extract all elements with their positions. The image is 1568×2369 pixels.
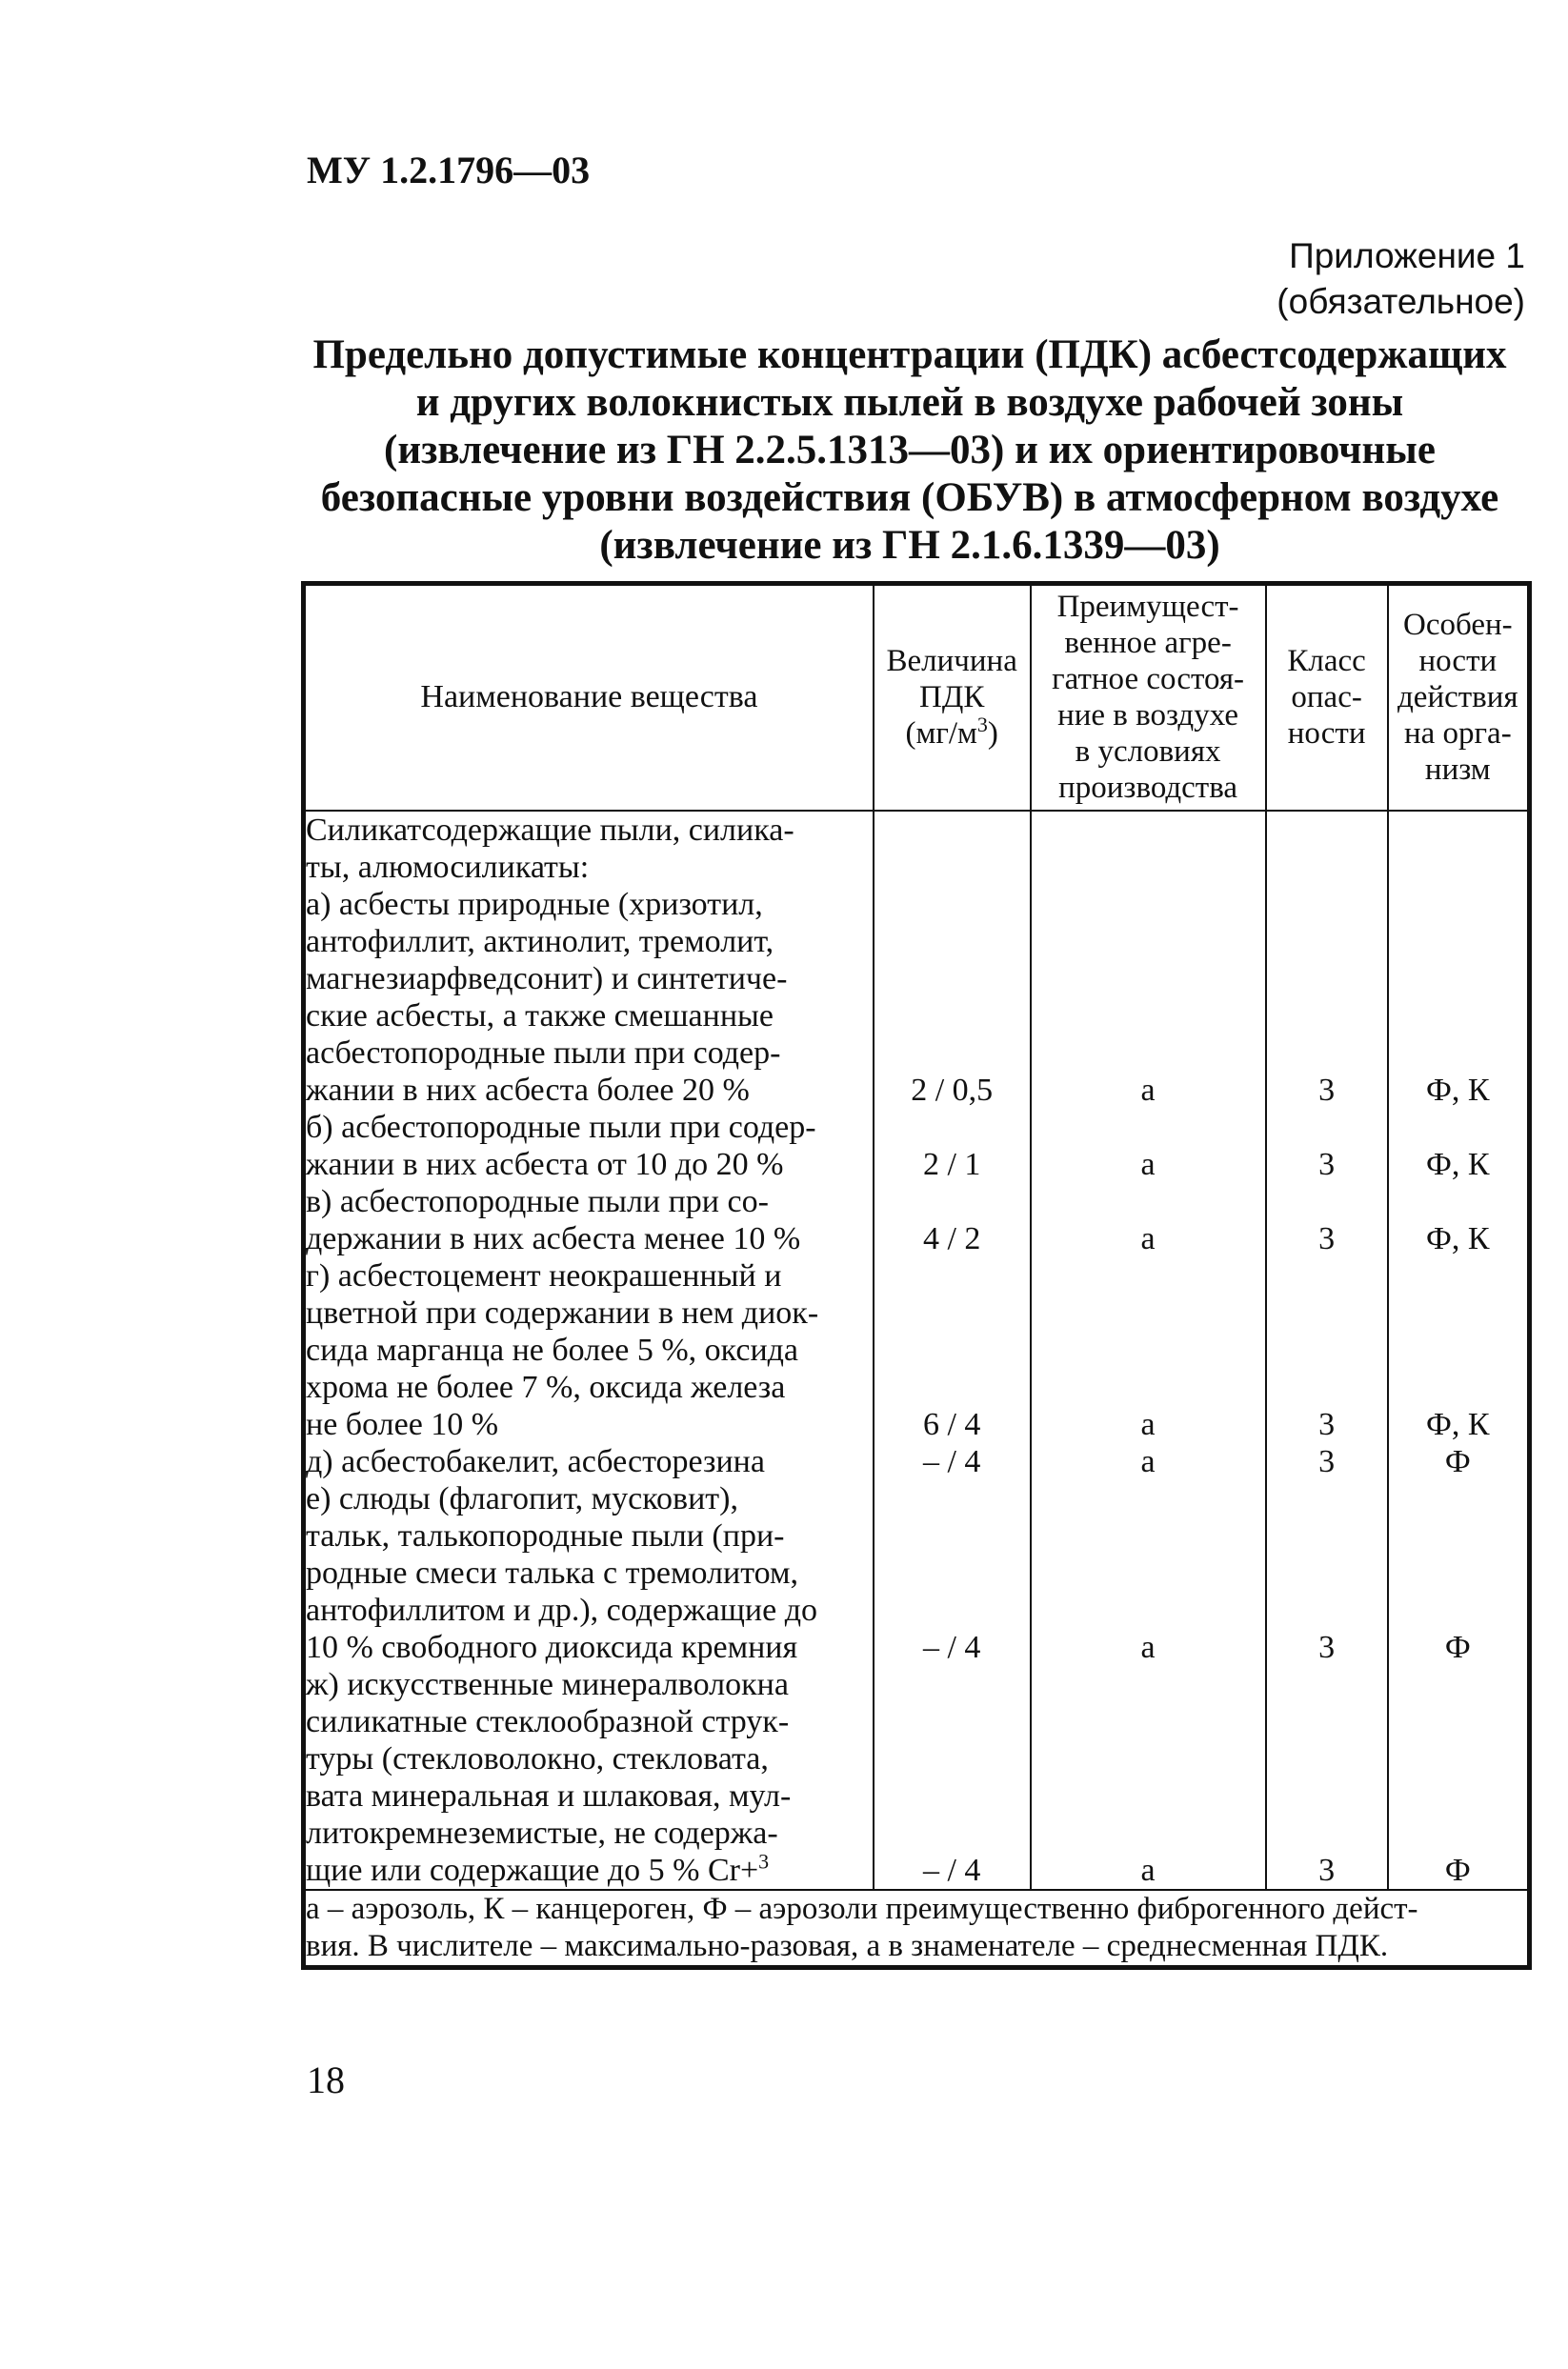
empty-line — [1267, 849, 1387, 886]
empty-line — [1032, 923, 1265, 960]
title-line: Предельно допустимые концентрации (ПДК) асбестсодержащих — [312, 332, 1507, 377]
empty-line — [1389, 1703, 1527, 1740]
pdk-value: 6 / 4 — [922, 1406, 981, 1442]
effect-feature: Ф — [1444, 1443, 1471, 1479]
empty-line — [874, 886, 1030, 923]
header-state-line: гатное состоя- — [1052, 662, 1244, 697]
empty-line — [1032, 1517, 1265, 1555]
empty-line — [1032, 960, 1265, 997]
title-line: безопасные уровни воздействия (ОБУВ) в атмосферном воздухе — [320, 475, 1499, 520]
hazard-class-cell — [1266, 811, 1388, 1890]
empty-line — [874, 1592, 1030, 1629]
empty-line — [874, 1555, 1030, 1592]
substance-name-line: вата минеральная и шлаковая, мул- — [306, 1777, 792, 1814]
substance-name-line: силикатные стеклообразной струк- — [306, 1703, 790, 1739]
empty-line — [1032, 997, 1265, 1034]
aggregate-state: а — [1140, 1629, 1156, 1665]
substance-name-line: а) асбесты природные (хризотил, — [306, 886, 763, 922]
empty-line — [874, 997, 1030, 1034]
pdk-value: 4 / 2 — [922, 1220, 981, 1256]
header-state-line: ние в воздухе — [1057, 698, 1239, 733]
substance-name-line: магнезиарфведсонит) и синтетиче- — [306, 960, 788, 996]
empty-line — [1032, 1703, 1265, 1740]
header-state-line: Преимущест- — [1056, 590, 1239, 625]
empty-line — [874, 1257, 1030, 1295]
empty-line — [1032, 1034, 1265, 1072]
empty-line — [1389, 1517, 1527, 1555]
substance-name-line: сида марганца не более 5 %, оксида — [306, 1332, 799, 1368]
empty-line — [1389, 1777, 1527, 1815]
aggregate-state: а — [1140, 1443, 1156, 1479]
empty-line — [1032, 886, 1265, 923]
appendix-number: Приложение 1 — [1289, 236, 1525, 275]
aggregate-state: а — [1140, 1852, 1156, 1888]
header-pdk-value — [874, 584, 1031, 811]
substance-name-line: д) асбестобакелит, асбесторезина — [306, 1443, 765, 1479]
hazard-class: 3 — [1318, 1406, 1336, 1442]
aggregate-state: а — [1140, 1220, 1156, 1256]
hazard-class: 3 — [1318, 1220, 1336, 1256]
empty-line — [1267, 1777, 1387, 1815]
empty-line — [1032, 1257, 1265, 1295]
empty-line — [874, 1740, 1030, 1777]
effect-feature: Ф — [1444, 1852, 1471, 1888]
empty-line — [1267, 1517, 1387, 1555]
header-state-line: венное агре- — [1064, 626, 1232, 661]
valence-superscript: 3 — [758, 1849, 770, 1874]
substance-name-line: жании в них асбеста от 10 до 20 % — [306, 1146, 784, 1182]
substance-name-line: б) асбестопородные пыли при содер- — [306, 1109, 816, 1145]
header-state-line: в условиях — [1075, 734, 1221, 770]
effect-feature: Ф, К — [1426, 1072, 1490, 1108]
appendix-status: (обязательное) — [1277, 282, 1525, 321]
empty-line — [1032, 1777, 1265, 1815]
substance-name-line: асбестопородные пыли при содер- — [306, 1034, 781, 1071]
substance-name-line: антофиллит, актинолит, тремолит, — [306, 923, 774, 959]
empty-line — [874, 1332, 1030, 1369]
empty-line — [1267, 1109, 1387, 1146]
empty-line — [1267, 960, 1387, 997]
substance-name-text: щие или содержащие до 5 % Cr+ — [306, 1852, 759, 1888]
hazard-class: 3 — [1318, 1629, 1336, 1665]
empty-line — [874, 1295, 1030, 1332]
empty-line — [1389, 1815, 1527, 1852]
substance-name-line: литокремнеземистые, не содержа- — [306, 1815, 778, 1851]
empty-line — [1032, 812, 1265, 849]
substance-name-line: Силикатсодержащие пыли, силика- — [306, 812, 794, 848]
empty-line — [874, 923, 1030, 960]
empty-line — [1267, 1703, 1387, 1740]
substance-name-line: в) асбестопородные пыли при со- — [306, 1183, 769, 1219]
empty-line — [1032, 1183, 1265, 1220]
hazard-class: 3 — [1318, 1146, 1336, 1182]
hazard-class: 3 — [1318, 1443, 1336, 1479]
header-effect-features — [1388, 584, 1530, 811]
substance-name-line: держании в них асбеста менее 10 % — [306, 1220, 801, 1256]
substance-name-line: г) асбестоцемент неокрашенный и — [306, 1257, 782, 1294]
empty-line — [1032, 1592, 1265, 1629]
empty-line — [1267, 1034, 1387, 1072]
header-effect-line: ности — [1418, 644, 1498, 679]
substance-name-line: антофиллитом и др.), содержащие до — [306, 1592, 817, 1628]
empty-line — [1032, 1369, 1265, 1406]
empty-line — [1267, 1183, 1387, 1220]
hazard-class: 3 — [1318, 1852, 1336, 1888]
table-row — [304, 811, 1530, 1890]
pdk-value: – / 4 — [922, 1443, 981, 1479]
header-pdk-unit-exponent: 3 — [976, 713, 988, 737]
empty-line — [1389, 997, 1527, 1034]
empty-line — [874, 1517, 1030, 1555]
empty-line — [1267, 923, 1387, 960]
empty-line — [1389, 886, 1527, 923]
empty-line — [874, 1703, 1030, 1740]
header-hazard-class — [1266, 584, 1388, 811]
document-code: МУ 1.2.1796—03 — [307, 149, 591, 191]
substance-name-line — [306, 1849, 873, 1889]
substance-name-line: родные смеси талька с тремолитом, — [306, 1555, 798, 1591]
header-pdk-line: Величина — [886, 644, 1017, 679]
header-effect-line: Особен- — [1403, 608, 1513, 643]
header-substance-name: Наименование вещества — [304, 584, 874, 811]
pdk-value: 2 / 1 — [922, 1146, 981, 1182]
effect-feature: Ф, К — [1426, 1220, 1490, 1256]
empty-line — [874, 1034, 1030, 1072]
empty-line — [1267, 812, 1387, 849]
empty-line — [874, 1480, 1030, 1517]
empty-line — [1032, 1295, 1265, 1332]
aggregate-state-cell — [1031, 811, 1266, 1890]
substance-name-line: не более 10 % — [306, 1406, 499, 1442]
header-effect-line: низм — [1424, 753, 1491, 788]
empty-line — [1389, 812, 1527, 849]
empty-line — [874, 960, 1030, 997]
empty-line — [1267, 1257, 1387, 1295]
empty-line — [1389, 1257, 1527, 1295]
empty-line — [1032, 849, 1265, 886]
footnote-line: вия. В числителе – максимально-разовая, а в знаменателе – среднесменная ПДК. — [306, 1928, 1389, 1963]
empty-line — [1389, 1480, 1527, 1517]
empty-line — [1389, 1740, 1527, 1777]
empty-line — [1389, 1369, 1527, 1406]
effect-feature: Ф, К — [1426, 1146, 1490, 1182]
header-pdk-unit-suffix: ) — [987, 716, 998, 752]
empty-line — [1032, 1109, 1265, 1146]
header-effect-line: действия — [1397, 680, 1518, 715]
empty-line — [1032, 1480, 1265, 1517]
header-class-line: опас- — [1291, 680, 1362, 715]
empty-line — [874, 1777, 1030, 1815]
empty-line — [1267, 886, 1387, 923]
empty-line — [1389, 960, 1527, 997]
header-state-line: производства — [1058, 771, 1238, 806]
empty-line — [874, 849, 1030, 886]
empty-line — [1267, 1592, 1387, 1629]
effect-features-cell — [1388, 811, 1530, 1890]
empty-line — [1389, 1109, 1527, 1146]
table-footnote — [304, 1890, 1530, 1968]
empty-line — [1389, 923, 1527, 960]
empty-line — [1032, 1555, 1265, 1592]
empty-line — [1389, 1555, 1527, 1592]
header-effect-line: на орга- — [1403, 716, 1512, 752]
substance-name-line: хрома не более 7 %, оксида железа — [306, 1369, 786, 1405]
header-pdk-unit — [874, 715, 1030, 752]
table-title — [286, 331, 1534, 570]
pdk-value-cell — [874, 811, 1031, 1890]
title-line: (извлечение из ГН 2.1.6.1339—03) — [599, 523, 1220, 568]
title-line: и других волокнистых пылей в воздухе рабочей зоны — [415, 380, 1404, 425]
substance-name-line: цветной при содержании в нем диок- — [306, 1295, 819, 1331]
hazard-class: 3 — [1318, 1072, 1336, 1108]
empty-line — [1267, 1480, 1387, 1517]
substance-name-line: 10 % свободного диоксида кремния — [306, 1629, 798, 1665]
empty-line — [874, 1109, 1030, 1146]
substance-name-line: е) слюды (флагопит, мусковит), — [306, 1480, 738, 1516]
empty-line — [1032, 1740, 1265, 1777]
effect-feature: Ф, К — [1426, 1406, 1490, 1442]
empty-line — [874, 1815, 1030, 1852]
empty-line — [1389, 1034, 1527, 1072]
empty-line — [874, 1369, 1030, 1406]
effect-feature: Ф — [1444, 1629, 1471, 1665]
empty-line — [874, 1183, 1030, 1220]
empty-line — [1267, 1332, 1387, 1369]
pdk-value: – / 4 — [922, 1852, 981, 1888]
substance-name-line: туры (стекловолокно, стекловата, — [306, 1740, 769, 1777]
header-pdk-line: ПДК — [919, 680, 985, 715]
aggregate-state: а — [1140, 1072, 1156, 1108]
empty-line — [1389, 849, 1527, 886]
empty-line — [1389, 1332, 1527, 1369]
empty-line — [1032, 1332, 1265, 1369]
footnote-line: а – аэрозоль, К – канцероген, Ф – аэрозоли преимущественно фиброгенного дейст- — [306, 1891, 1418, 1926]
header-pdk-unit-prefix: (мг/м — [905, 716, 977, 752]
empty-line — [1267, 1815, 1387, 1852]
substance-name-cell — [304, 811, 874, 1890]
pdk-table — [301, 581, 1532, 1970]
footnote-row — [304, 1890, 1530, 1968]
header-aggregate-state — [1031, 584, 1266, 811]
empty-line — [1389, 1592, 1527, 1629]
aggregate-state: а — [1140, 1406, 1156, 1442]
substance-name-line: ты, алюмосиликаты: — [306, 849, 590, 885]
substance-name-line: тальк, талькопородные пыли (при- — [306, 1517, 785, 1554]
empty-line — [1389, 1183, 1527, 1220]
aggregate-state: а — [1140, 1146, 1156, 1182]
empty-line — [1267, 1555, 1387, 1592]
appendix-label — [1277, 233, 1525, 325]
substance-name-line: жании в них асбеста более 20 % — [306, 1072, 750, 1108]
empty-line — [1389, 1666, 1527, 1703]
empty-line — [1389, 1295, 1527, 1332]
empty-line — [1267, 1295, 1387, 1332]
pdk-value: – / 4 — [922, 1629, 981, 1665]
empty-line — [1267, 1369, 1387, 1406]
empty-line — [874, 812, 1030, 849]
substance-name-line: ские асбесты, а также смешанные — [306, 997, 774, 1034]
title-line: (извлечение из ГН 2.2.5.1313—03) и их ориентировочные — [384, 428, 1436, 472]
empty-line — [874, 1666, 1030, 1703]
empty-line — [1267, 1666, 1387, 1703]
substance-name-line: ж) искусственные минералволокна — [306, 1666, 789, 1702]
header-class-line: Класс — [1287, 644, 1366, 679]
empty-line — [1267, 997, 1387, 1034]
empty-line — [1267, 1740, 1387, 1777]
empty-line — [1032, 1666, 1265, 1703]
page-number: 18 — [307, 2058, 345, 2101]
header-class-line: ности — [1287, 716, 1366, 752]
pdk-value: 2 / 0,5 — [911, 1072, 994, 1108]
empty-line — [1032, 1815, 1265, 1852]
